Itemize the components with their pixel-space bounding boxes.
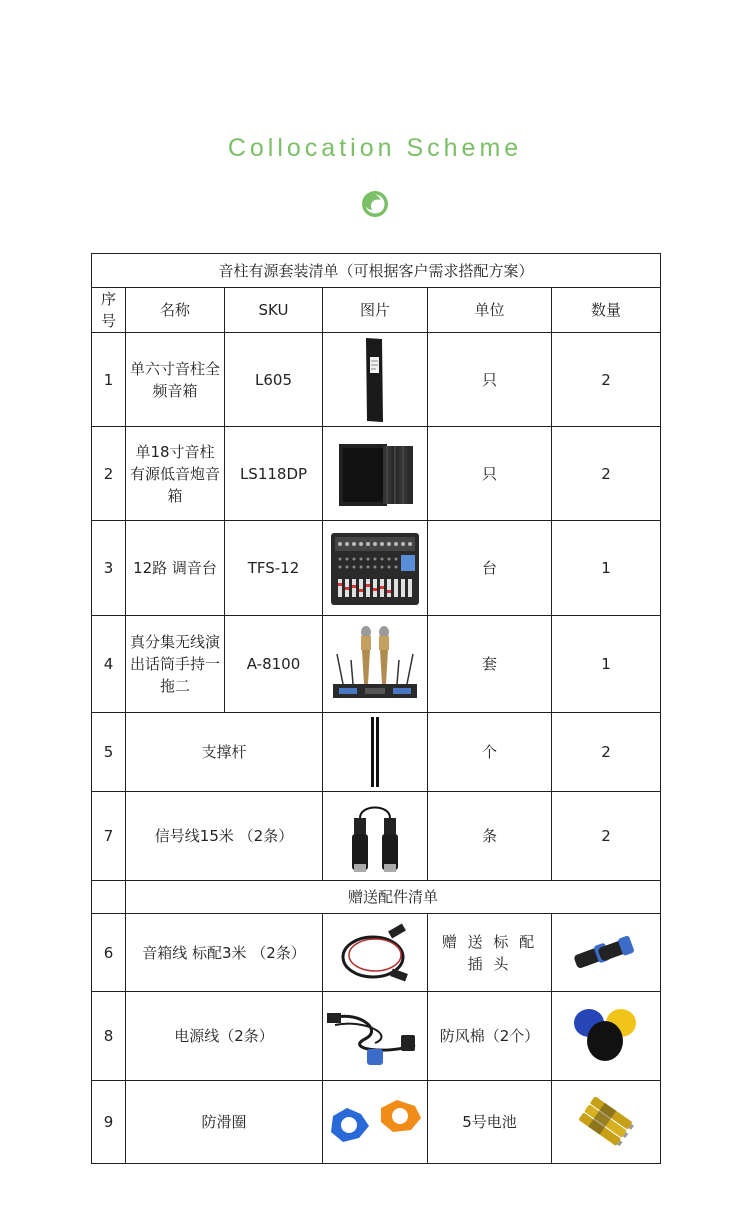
row-image-cell [323,521,428,616]
table-row [92,792,661,881]
table-row [92,333,661,427]
row-name: 单18寸音柱有源低音炮音箱 [126,427,225,521]
header-unit: 单位 [428,288,552,333]
header-image: 图片 [323,288,428,333]
row-no: 9 [92,1081,126,1164]
row-qty: 2 [552,713,661,792]
row-image-cell [323,914,428,992]
row-name: 音箱线 标配3米 （2条） [126,914,323,992]
row-extra-image-cell [552,914,661,992]
row-no: 3 [92,521,126,616]
aa-battery-icon [574,1097,638,1147]
row-unit: 套 [428,616,552,713]
row-unit: 只 [428,333,552,427]
column-speaker-icon [360,337,390,423]
row-extra-image-cell [552,1081,661,1164]
mixer-icon [329,527,421,609]
speakon-plug-icon [571,928,641,978]
row-qty: 1 [552,521,661,616]
header-sku: SKU [225,288,323,333]
table-row [92,521,661,616]
row-name: 支撑杆 [126,713,323,792]
page-heading: Collocation Scheme [227,134,523,162]
row-sku: A-8100 [225,616,323,713]
row-no: 6 [92,914,126,992]
row-image-cell [323,713,428,792]
xlr-cable-icon [340,794,410,878]
table-title: 音柱有源套装清单（可根据客户需求搭配方案） [92,254,661,288]
row-qty: 1 [552,616,661,713]
row-unit: 台 [428,521,552,616]
row-name: 12路 调音台 [126,521,225,616]
row-no: 4 [92,616,126,713]
row-no: 8 [92,992,126,1081]
power-cable-icon [325,1005,425,1067]
row-no: 2 [92,427,126,521]
support-pole-icon [365,715,385,789]
table-row [92,616,661,713]
row-qty: 2 [552,333,661,427]
row-extra-image-cell [552,992,661,1081]
row-name: 真分集无线演出话筒手持一拖二 [126,616,225,713]
row-extra-name: 赠 送 标 配 插 头 [428,914,552,992]
row-extra-name: 防风棉（2个） [428,992,552,1081]
table-row [92,992,661,1081]
row-qty: 2 [552,792,661,881]
row-unit: 条 [428,792,552,881]
gift-header-row [92,881,661,914]
row-sku: TFS-12 [225,521,323,616]
row-image-cell [323,1081,428,1164]
subwoofer-icon [335,438,415,510]
row-extra-name: 5号电池 [428,1081,552,1164]
row-name: 电源线（2条） [126,992,323,1081]
row-name: 防滑圈 [126,1081,323,1164]
row-image-cell [323,427,428,521]
row-image-cell [323,792,428,881]
row-sku: LS118DP [225,427,323,521]
table-row [92,713,661,792]
gift-header-blank [92,881,126,914]
row-qty: 2 [552,427,661,521]
row-no: 5 [92,713,126,792]
table-row [92,914,661,992]
row-no: 7 [92,792,126,881]
speaker-cable-icon [335,919,415,987]
anti-slip-ring-icon [325,1094,425,1150]
header-no: 序号 [92,288,126,333]
row-unit: 个 [428,713,552,792]
row-sku: L605 [225,333,323,427]
windscreen-foam-icon [571,1005,641,1067]
row-image-cell [323,992,428,1081]
row-name: 单六寸音柱全频音箱 [126,333,225,427]
row-name: 信号线15米 （2条） [126,792,323,881]
row-image-cell [323,616,428,713]
row-no: 1 [92,333,126,427]
table-row [92,1081,661,1164]
row-image-cell [323,333,428,427]
product-list-table [91,253,661,1164]
header-name: 名称 [126,288,225,333]
moon-logo-icon [361,190,389,218]
table-row [92,427,661,521]
row-unit: 只 [428,427,552,521]
table-header-row [92,288,661,333]
gift-title: 赠送配件清单 [126,881,661,914]
header-qty: 数量 [552,288,661,333]
wireless-mic-icon [329,624,421,704]
